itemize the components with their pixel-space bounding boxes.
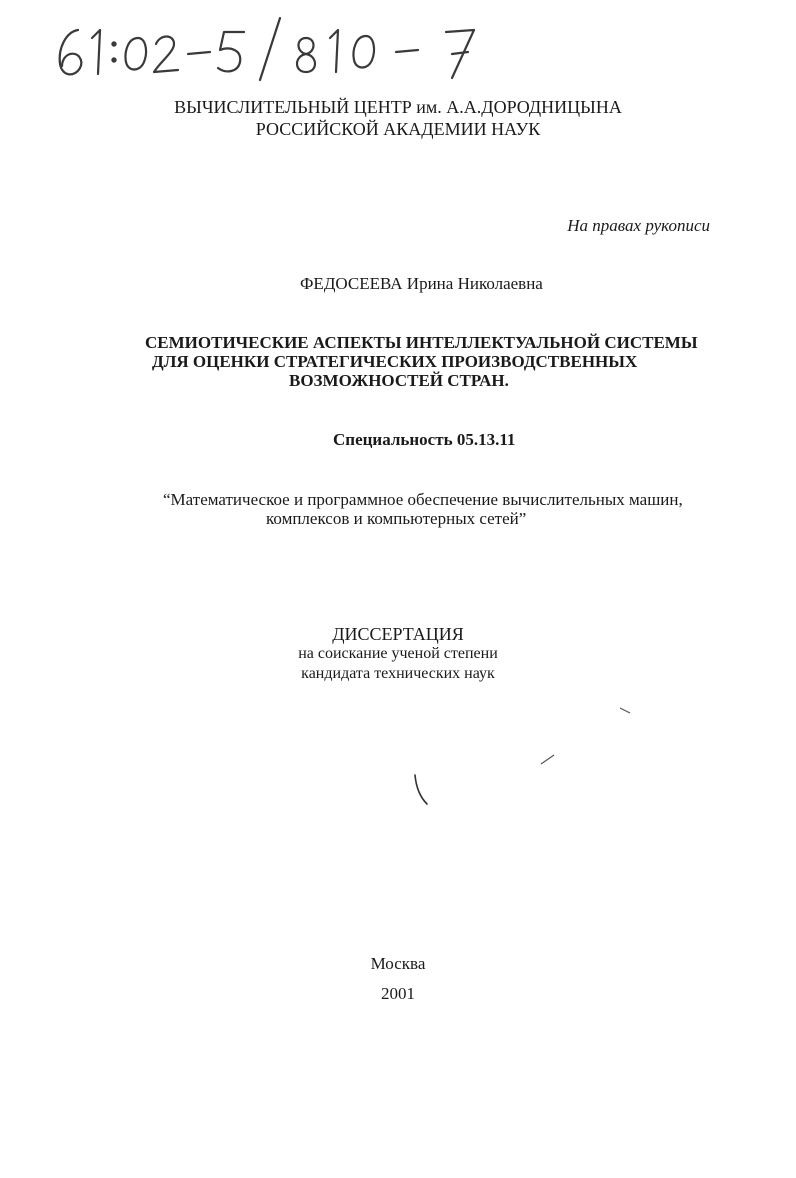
city: Москва — [370, 954, 426, 973]
document-type: ДИССЕРТАЦИЯ — [332, 624, 464, 644]
scan-artifact-mark — [538, 752, 558, 766]
author-name: ФЕДОСЕЕВА Ирина Николаевна — [300, 274, 543, 293]
title-line-1: СЕМИОТИЧЕСКИЕ АСПЕКТЫ ИНТЕЛЛЕКТУАЛЬНОЙ СИСТЕМЫ — [145, 333, 698, 352]
specialty-name-line-1: “Математическое и программное обеспечение вычислительных машин, — [163, 490, 683, 509]
manuscript-note: На правах рукописи — [567, 216, 710, 235]
handwritten-archive-number — [48, 8, 518, 88]
title-line-3: ВОЗМОЖНОСТЕЙ СТРАН. — [289, 371, 509, 390]
degree-line-1: на соискание ученой степени — [298, 645, 498, 662]
scan-artifact-mark — [618, 706, 634, 716]
degree-line-2: кандидата технических наук — [301, 665, 495, 682]
specialty-name-line-2: комплексов и компьютерных сетей” — [266, 509, 527, 528]
scan-artifact-stroke — [410, 772, 432, 808]
title-line-2: ДЛЯ ОЦЕНКИ СТРАТЕГИЧЕСКИХ ПРОИЗВОДСТВЕННЫХ — [152, 352, 638, 371]
year: 2001 — [381, 984, 415, 1003]
institution-line-1: ВЫЧИСЛИТЕЛЬНЫЙ ЦЕНТР им. А.А.ДОРОДНИЦЫНА — [174, 97, 622, 117]
specialty-code: Специальность 05.13.11 — [333, 430, 516, 449]
institution-line-2: РОССИЙСКОЙ АКАДЕМИИ НАУК — [255, 119, 541, 139]
